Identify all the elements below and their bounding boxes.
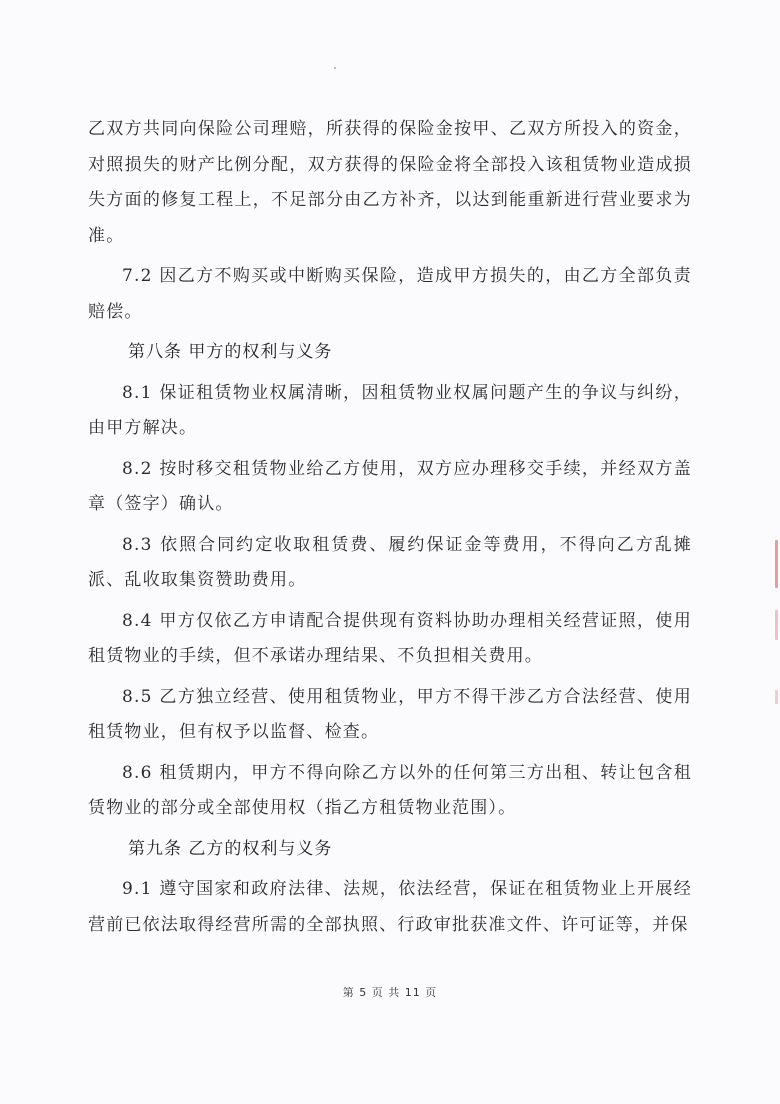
clause-9-1: 9.1 遵守国家和政府法律、法规，依法经营，保证在租赁物业上开展经营前已依法取得经营所需的全部执照、行政审批获准文件、许可证等，并保 [88,879,692,935]
clause-8-5: 8.5 乙方独立经营、使用租赁物业，甲方不得干涉乙方合法经营、使用租赁物业，但有权予以监督、检查。 [88,686,692,742]
scan-artifact-dot [334,67,336,69]
paragraph-continuation: 乙双方共同向保险公司理赔，所获得的保险金按甲、乙双方所投入的资金，对照损失的财产比例分配，双方获得的保险金将全部投入该租赁物业造成损失方面的修复工程上，不足部分由乙方补齐，以达到能重新进行营业要求为准。 [88,119,692,246]
edge-stamp-mark [775,540,778,588]
clause-8-1: 8.1 保证租赁物业权属清晰，因租赁物业权属问题产生的争议与纠纷，由甲方解决。 [88,382,692,438]
clause-8-3: 8.3 依照合同约定收取租赁费、履约保证金等费用，不得向乙方乱摊派、乱收取集资赞助费用。 [88,534,692,590]
clause-8-4: 8.4 甲方仅依乙方申请配合提供现有资料协助办理相关经营证照，使用租赁物业的手续，但不承诺办理结果、不负担相关费用。 [88,610,692,666]
clause-8-6: 8.6 租赁期内，甲方不得向除乙方以外的任何第三方出租、转让包含租赁物业的部分或全部使用权（指乙方租赁物业范围）。 [88,762,692,818]
article-8-heading: 第八条 甲方的权利与义务 [128,342,333,362]
edge-stamp-mark [775,690,778,704]
document-body [88,112,692,948]
clause-8-2: 8.2 按时移交租赁物业给乙方使用，双方应办理移交手续，并经双方盖章（签字）确认。 [88,458,692,514]
page-number-footer: 第 5 页 共 11 页 [342,986,438,999]
clause-7-2: 7.2 因乙方不购买或中断购买保险，造成甲方损失的，由乙方全部负责赔偿。 [88,266,692,322]
article-9-heading: 第九条 乙方的权利与义务 [128,838,333,859]
edge-stamp-mark [775,610,778,640]
